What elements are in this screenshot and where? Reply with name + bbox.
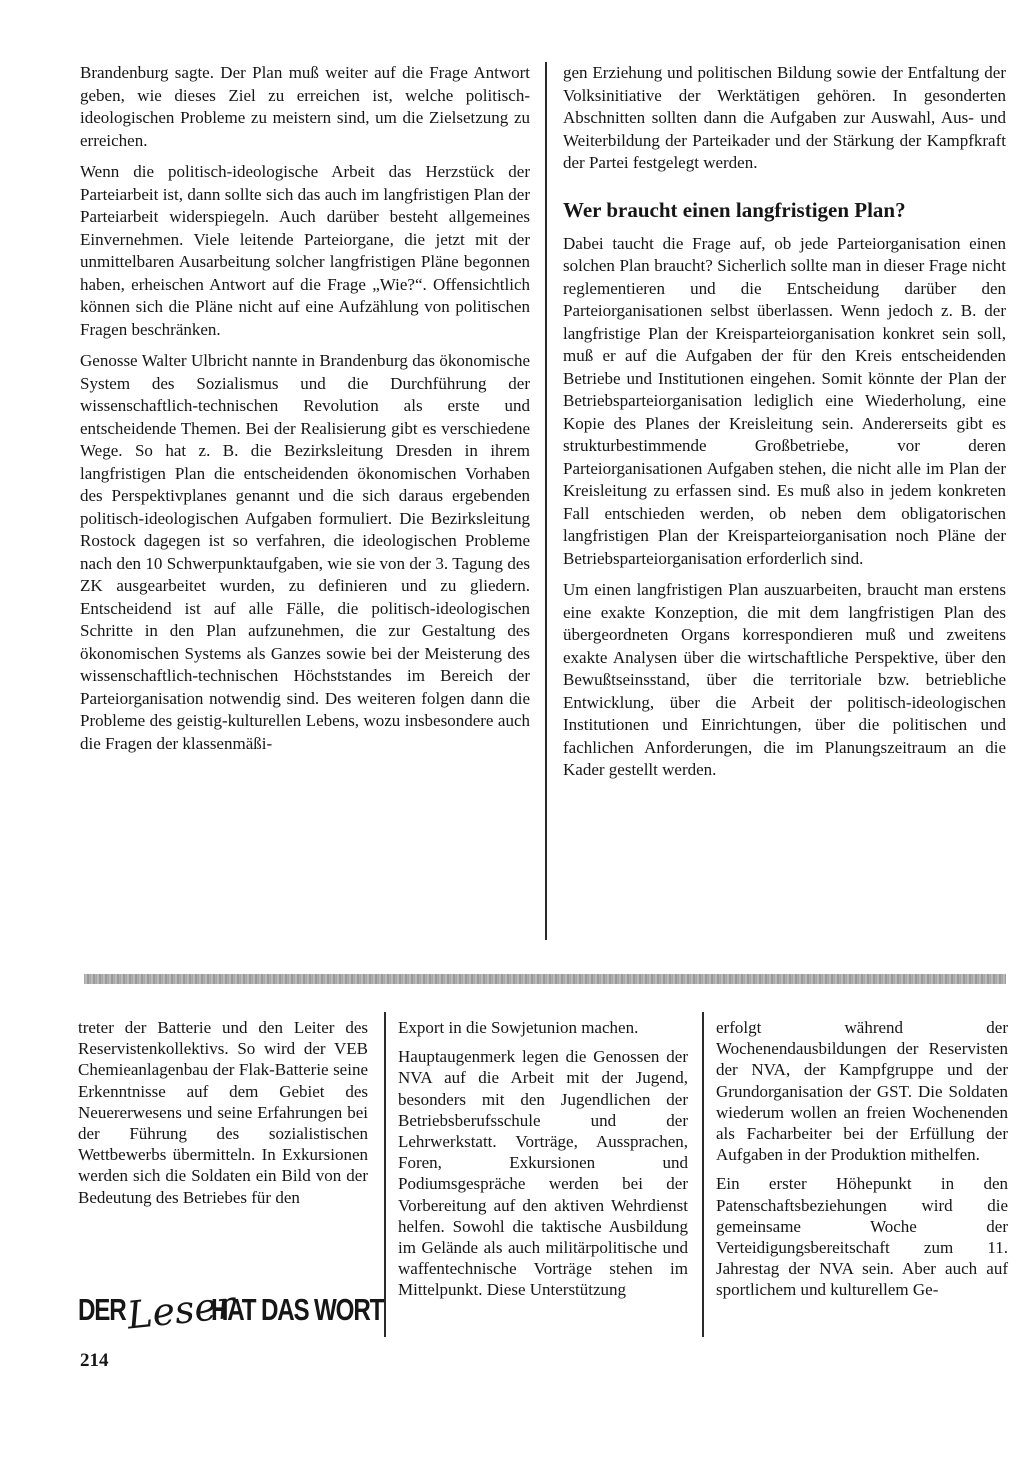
column-divider (702, 1012, 704, 1337)
paragraph: Export in die Sowjetunion machen. (398, 1018, 639, 1037)
letters-column-1 (78, 1017, 368, 1216)
paragraph: Dabei taucht die Frage auf, ob jede Parteiorganisation einen solchen Plan braucht? Sicherlich sollte man in dieser Frage nicht reglementieren und die Entscheidung darüber den Parteiorganisationen selbst überlassen. Wenn jedoch z. B. der langfristige Plan der Kreisparteiorganisation konkret sein soll, muß er auf die Aufgaben der für den Kreis entscheidenden Betriebe und Institutionen eingehen. Somit könnte der Plan der Betriebsparteiorganisation lediglich eine Wiederholung, eine Kopie des Planes der Kreisleitung sein. Andererseits gibt es strukturbestimmende Großbetriebe, vor deren Parteiorganisationen Aufgaben stehen, die nicht alle im Plan der Kreisleitung zu erfassen sind. Es muß also in jedem konkreten Fall entschieden werden, ob neben dem obligatorischen langfristigen Plan der Kreisparteiorganisation noch Pläne der Betriebsparteiorganisation erforderlich sind. (563, 233, 1006, 568)
letters-column-2 (398, 1017, 688, 1309)
paragraph: Ein erster Höhepunkt in den Patenschaftsbeziehungen wird die gemeinsame Woche der Verteidigungsbereitschaft zum 11. Jahrestag der NVA sein. Aber auch auf sportlichem und kulturellem Ge- (716, 1174, 1008, 1300)
article-left-column (80, 62, 530, 764)
paragraph: Brandenburg sagte. Der Plan muß weiter auf die Frage Antwort geben, wie dieses Ziel zu erreichen ist, welche politisch-ideologischen Probleme zu meistern sind, um die Zielsetzung zu erreichen. (80, 63, 530, 150)
letters-column-3 (716, 1017, 1008, 1309)
paragraph: Hauptaugenmerk legen die Genossen der NVA auf die Arbeit mit der Jugend, besonders mit den Jugendlichen der Betriebsberufsschule und der Lehrwerkstatt. Vorträge, Aussprachen, Foren, Exkursionen und Podiumsgespräche werden bei der Vorbereitung auf den aktiven Wehrdienst helfen. Sowohl die taktische Ausbildung im Gelände als auch militärpolitische und waffentechnische Vorträge stehen im Mittelpunkt. Diese Unterstützung (398, 1047, 688, 1300)
reader-has-the-word-logo (78, 1282, 384, 1338)
section-heading: Wer braucht einen langfristigen Plan? (563, 197, 906, 222)
column-divider (384, 1012, 386, 1337)
logo-word-der: DER (78, 1292, 126, 1327)
section-separator-band (84, 974, 1006, 984)
article-right-column (563, 62, 1006, 791)
paragraph: Genosse Walter Ulbricht nannte in Brandenburg das ökonomische System des Sozialismus und die Durchführung der wissenschaftlich-technischen Revolution als erste und entscheidende Themen. Bei der Realisierung gibt es verschiedene Wege. So hat z. B. die Bezirksleitung Dresden in ihrem langfristigen Plan die entscheidenden ökonomischen Vorhaben des Perspektivplanes genannt und die sich daraus ergebenden politisch-ideologischen Aufgaben formuliert. Die Bezirksleitung Rostock dagegen ist so verfahren, die ideologischen Probleme nach den 10 Schwerpunktaufgaben, wie sie von der 3. Tagung des ZK ausgearbeitet wurden, zu definieren und zu gliedern. Entscheidend ist auf alle Fälle, die politisch-ideologischen Schritte in den Plan aufzunehmen, die zur Gestaltung des ökonomischen Systems als Ganzes sowie bei der Meisterung des wissenschaftlich-technischen Höchststandes im Bereich der Parteiorganisation notwendig sind. Des weiteren folgen dann die Probleme des geistig-kulturellen Lebens, wozu insbesondere auch die Fragen der klassenmäßi- (80, 351, 530, 753)
page-number: 214 (80, 1350, 109, 1371)
logo-word-hat-das-wort: HAT DAS WORT (210, 1292, 384, 1327)
paragraph: treter der Batterie und den Leiter des Reservistenkollektivs. So wird der VEB Chemieanlagenbau der Flak-Batterie seine Erkenntnisse auf dem Gebiet des Neuererwesens und seine Erfahrungen bei der Führung des sozialistischen Wettbewerbs übermitteln. In Exkursionen werden sich die Soldaten ein Bild von der Bedeutung des Betriebes für den (78, 1018, 368, 1207)
logo-word-leser: Leser (124, 1282, 237, 1338)
paragraph: gen Erziehung und politischen Bildung sowie der Entfaltung der Volksinitiative der Werktätigen gehören. In gesonderten Abschnitten sollten dann die Aufgaben zur Auswahl, Aus- und Weiterbildung der Parteikader und der Stärkung der Kampfkraft der Partei festgelegt werden. (563, 63, 1006, 172)
paragraph: erfolgt während der Wochenendausbildungen der Reservisten der NVA, der Kampfgruppe und der Grundorganisation der GST. Die Soldaten wiederum wollen an freien Wochenenden als Facharbeiter bei der Erfüllung der Aufgaben in der Produktion mithelfen. (716, 1018, 1008, 1165)
paragraph: Wenn die politisch-ideologische Arbeit das Herzstück der Parteiarbeit ist, dann sollte sich das auch im langfristigen Plan der Parteiarbeit widerspiegeln. Auch darüber besteht allgemeines Einvernehmen. Viele leitende Parteiorgane, die jetzt mit der unmittelbaren Ausarbeitung solcher langfristigen Pläne begonnen haben, erheischen Antwort auf die Frage „Wie?“. Offensichtlich können sich die Pläne nicht auf eine Aufzählung von politischen Fragen beschränken. (80, 162, 530, 339)
column-divider (545, 62, 547, 940)
paragraph: Um einen langfristigen Plan auszuarbeiten, braucht man erstens eine exakte Konzeption, die mit dem langfristigen Plan des übergeordneten Organs korrespondieren muß und zweitens exakte Analysen über die wirtschaftliche Perspektive, über den Bewußtseinsstand, über die territoriale bzw. betriebliche Entwicklung, über die Arbeit der politisch-ideologischen Institutionen und Einrichtungen, über die politischen und fachlichen Anforderungen, die im Planungszeitraum an die Kader gestellt werden. (563, 580, 1006, 779)
